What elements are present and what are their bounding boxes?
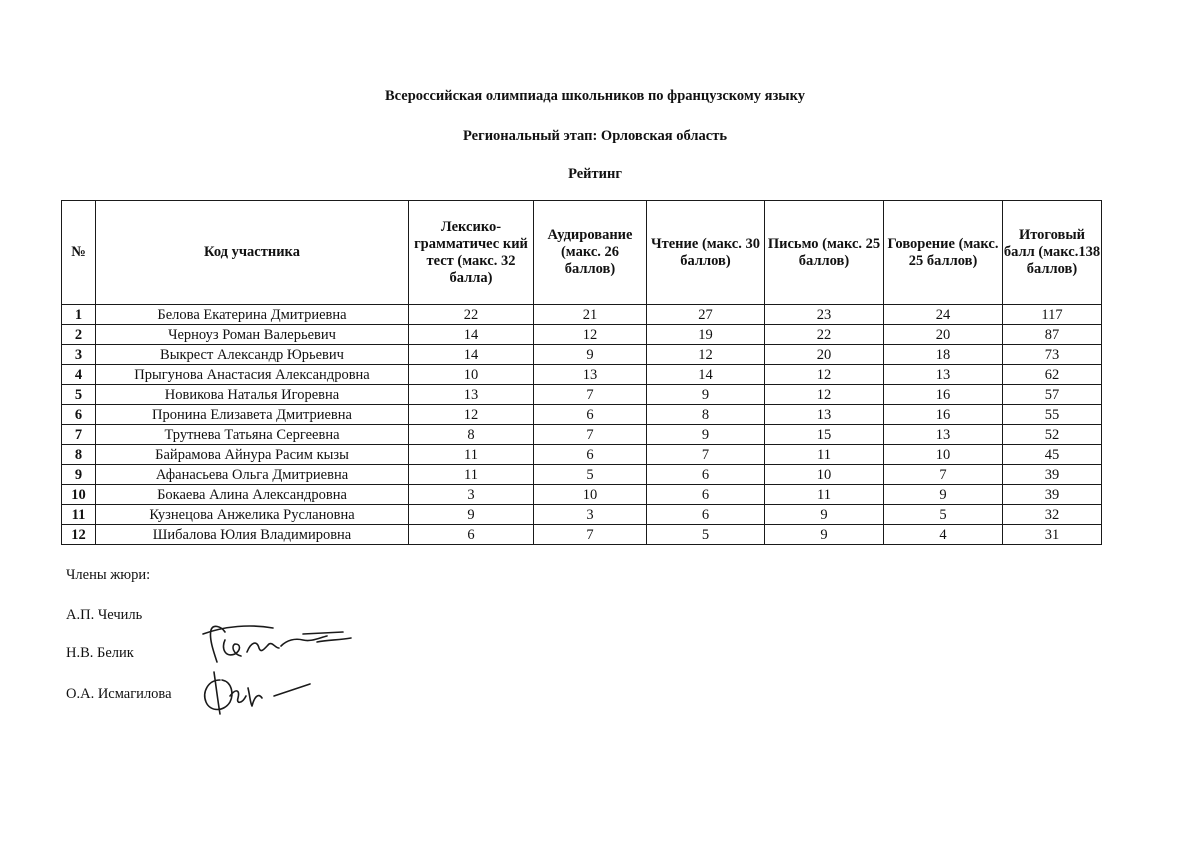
cell-audio: 7: [534, 425, 647, 445]
cell-name: Шибалова Юлия Владимировна: [96, 525, 409, 545]
cell-name: Новикова Наталья Игоревна: [96, 385, 409, 405]
cell-speaking: 10: [884, 445, 1003, 465]
header-lexgram: Лексико-грамматичес кий тест (макс. 32 балла): [409, 201, 534, 305]
document-stage: Региональный этап: Орловская область: [463, 128, 727, 144]
cell-lexgram: 9: [409, 505, 534, 525]
cell-audio: 6: [534, 445, 647, 465]
cell-writing: 23: [765, 305, 884, 325]
cell-name: Бокаева Алина Александровна: [96, 485, 409, 505]
table-row: [62, 505, 1102, 525]
cell-lexgram: 3: [409, 485, 534, 505]
cell-audio: 12: [534, 325, 647, 345]
cell-audio: 6: [534, 405, 647, 425]
cell-lexgram: 11: [409, 445, 534, 465]
cell-speaking: 7: [884, 465, 1003, 485]
cell-writing: 11: [765, 485, 884, 505]
cell-total: 39: [1003, 485, 1102, 505]
cell-reading: 19: [647, 325, 765, 345]
cell-speaking: 13: [884, 365, 1003, 385]
cell-writing: 15: [765, 425, 884, 445]
cell-reading: 9: [647, 425, 765, 445]
cell-name: Кузнецова Анжелика Руслановна: [96, 505, 409, 525]
table-row: [62, 525, 1102, 545]
cell-writing: 11: [765, 445, 884, 465]
table-header-row: [62, 201, 1102, 305]
cell-total: 32: [1003, 505, 1102, 525]
cell-audio: 9: [534, 345, 647, 365]
cell-lexgram: 11: [409, 465, 534, 485]
cell-speaking: 16: [884, 405, 1003, 425]
header-writing: Письмо (макс. 25 баллов): [765, 201, 884, 305]
table-row: [62, 305, 1102, 325]
table-row: [62, 465, 1102, 485]
cell-total: 39: [1003, 465, 1102, 485]
signature-belik: [195, 618, 365, 670]
table-row: [62, 405, 1102, 425]
jury-member-belik: Н.В. Белик: [66, 645, 134, 661]
table-row: [62, 325, 1102, 345]
cell-writing: 9: [765, 525, 884, 545]
cell-reading: 8: [647, 405, 765, 425]
document-title: Всероссийская олимпиада школьников по французскому языку: [384, 88, 806, 104]
header-reading: Чтение (макс. 30 баллов): [647, 201, 765, 305]
cell-reading: 7: [647, 445, 765, 465]
cell-total: 117: [1003, 305, 1102, 325]
cell-lexgram: 8: [409, 425, 534, 445]
cell-num: 10: [62, 485, 96, 505]
cell-lexgram: 10: [409, 365, 534, 385]
cell-total: 62: [1003, 365, 1102, 385]
cell-name: Пронина Елизавета Дмитриевна: [96, 405, 409, 425]
jury-member-ismagilova: О.А. Исмагилова: [66, 686, 172, 702]
cell-reading: 6: [647, 465, 765, 485]
cell-num: 7: [62, 425, 96, 445]
cell-reading: 5: [647, 525, 765, 545]
cell-num: 2: [62, 325, 96, 345]
cell-num: 6: [62, 405, 96, 425]
cell-total: 73: [1003, 345, 1102, 365]
cell-writing: 9: [765, 505, 884, 525]
rating-table: [61, 200, 1102, 545]
cell-reading: 9: [647, 385, 765, 405]
cell-reading: 27: [647, 305, 765, 325]
cell-num: 4: [62, 365, 96, 385]
cell-total: 52: [1003, 425, 1102, 445]
table-row: [62, 485, 1102, 505]
cell-num: 11: [62, 505, 96, 525]
table-row: [62, 425, 1102, 445]
cell-audio: 3: [534, 505, 647, 525]
table-row: [62, 385, 1102, 405]
cell-num: 8: [62, 445, 96, 465]
cell-num: 9: [62, 465, 96, 485]
table-row: [62, 345, 1102, 365]
cell-name: Прыгунова Анастасия Александровна: [96, 365, 409, 385]
signature-ismagilova: [196, 666, 316, 718]
table-row: [62, 365, 1102, 385]
header-audio: Аудирование (макс. 26 баллов): [534, 201, 647, 305]
cell-lexgram: 6: [409, 525, 534, 545]
header-total: Итоговый балл (макс.138 баллов): [1003, 201, 1102, 305]
cell-speaking: 13: [884, 425, 1003, 445]
cell-speaking: 16: [884, 385, 1003, 405]
header-code: Код участника: [96, 201, 409, 305]
cell-lexgram: 22: [409, 305, 534, 325]
cell-num: 5: [62, 385, 96, 405]
cell-num: 3: [62, 345, 96, 365]
cell-name: Трутнева Татьяна Сергеевна: [96, 425, 409, 445]
cell-writing: 20: [765, 345, 884, 365]
cell-total: 31: [1003, 525, 1102, 545]
cell-reading: 6: [647, 485, 765, 505]
cell-writing: 10: [765, 465, 884, 485]
cell-audio: 10: [534, 485, 647, 505]
cell-name: Черноуз Роман Валерьевич: [96, 325, 409, 345]
cell-lexgram: 14: [409, 325, 534, 345]
cell-writing: 12: [765, 385, 884, 405]
jury-member-chechil: А.П. Чечиль: [66, 607, 143, 623]
cell-writing: 22: [765, 325, 884, 345]
header-speaking: Говорение (макс. 25 баллов): [884, 201, 1003, 305]
rating-table-body: [62, 305, 1102, 545]
cell-reading: 14: [647, 365, 765, 385]
cell-num: 12: [62, 525, 96, 545]
cell-lexgram: 14: [409, 345, 534, 365]
cell-writing: 13: [765, 405, 884, 425]
cell-num: 1: [62, 305, 96, 325]
cell-audio: 5: [534, 465, 647, 485]
cell-name: Белова Екатерина Дмитриевна: [96, 305, 409, 325]
cell-lexgram: 13: [409, 385, 534, 405]
cell-audio: 7: [534, 525, 647, 545]
cell-name: Афанасьева Ольга Дмитриевна: [96, 465, 409, 485]
cell-speaking: 18: [884, 345, 1003, 365]
cell-total: 57: [1003, 385, 1102, 405]
cell-speaking: 4: [884, 525, 1003, 545]
cell-total: 45: [1003, 445, 1102, 465]
cell-total: 55: [1003, 405, 1102, 425]
cell-audio: 7: [534, 385, 647, 405]
cell-audio: 21: [534, 305, 647, 325]
cell-name: Байрамова Айнура Расим кызы: [96, 445, 409, 465]
cell-name: Выкрест Александр Юрьевич: [96, 345, 409, 365]
jury-title: Члены жюри:: [66, 567, 151, 583]
cell-writing: 12: [765, 365, 884, 385]
cell-speaking: 5: [884, 505, 1003, 525]
cell-speaking: 20: [884, 325, 1003, 345]
table-row: [62, 445, 1102, 465]
cell-reading: 12: [647, 345, 765, 365]
cell-lexgram: 12: [409, 405, 534, 425]
cell-audio: 13: [534, 365, 647, 385]
cell-speaking: 24: [884, 305, 1003, 325]
cell-reading: 6: [647, 505, 765, 525]
cell-speaking: 9: [884, 485, 1003, 505]
document-heading: Рейтинг: [568, 166, 622, 182]
cell-total: 87: [1003, 325, 1102, 345]
header-num: №: [62, 201, 96, 305]
